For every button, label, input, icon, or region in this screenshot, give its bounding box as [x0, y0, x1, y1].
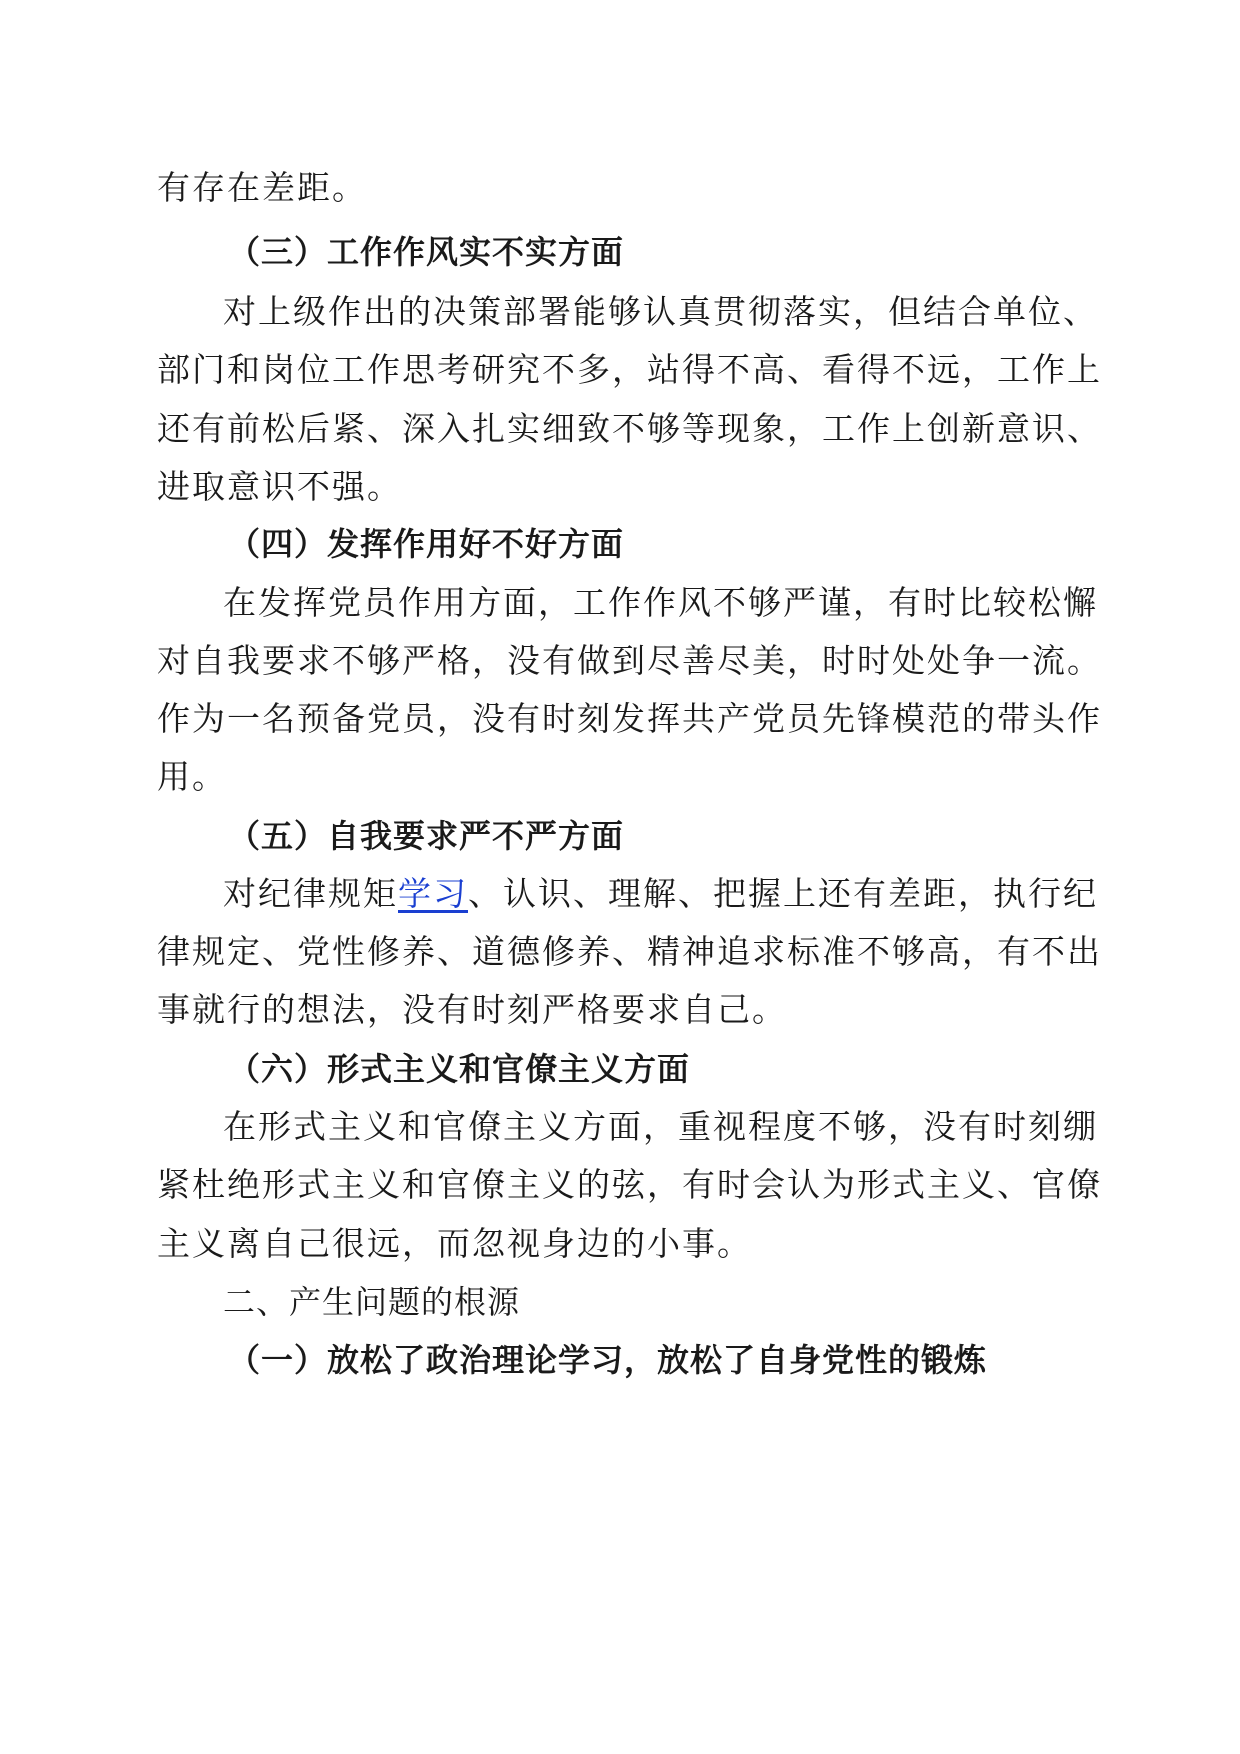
paragraph-line: 作为一名预备党员，没有时刻发挥共产党员先锋模范的带头作: [157, 699, 1102, 738]
paragraph-line: 对自我要求不够严格，没有做到尽善尽美，时时处处争一流。: [157, 641, 1102, 680]
paragraph-line-with-link: [223, 874, 1098, 914]
paragraph-line: 用。: [157, 757, 227, 796]
body-text-line: 有存在差距。: [157, 168, 367, 207]
section-heading-5: （五）自我要求严不严方面: [228, 817, 625, 855]
paragraph-line: 律规定、党性修养、道德修养、精神追求标准不够高，有不出: [157, 932, 1102, 971]
chapter-heading-2: 二、产生问题的根源: [223, 1283, 521, 1321]
paragraph-line: 在形式主义和官僚主义方面，重视程度不够，没有时刻绷: [223, 1107, 1098, 1146]
paragraph-line: 对上级作出的决策部署能够认真贯彻落实，但结合单位、: [223, 292, 1098, 331]
section-heading-4: （四）发挥作用好不好方面: [228, 525, 625, 563]
paragraph-line: 主义离自己很远，而忽视身边的小事。: [157, 1224, 752, 1263]
paragraph-line: 还有前松后紧、深入扎实细致不够等现象，工作上创新意识、: [157, 409, 1102, 448]
paragraph-line: 事就行的想法，没有时刻严格要求自己。: [157, 990, 787, 1029]
text-after-link: 、认识、理解、把握上还有差距，执行纪: [468, 874, 1098, 913]
paragraph-line: 进取意识不强。: [157, 467, 402, 506]
section-heading-6: （六）形式主义和官僚主义方面: [228, 1050, 691, 1088]
study-link[interactable]: 学习: [398, 874, 468, 913]
paragraph-line: 在发挥党员作用方面，工作作风不够严谨，有时比较松懈: [223, 583, 1098, 622]
paragraph-line: 紧杜绝形式主义和官僚主义的弦，有时会认为形式主义、官僚: [157, 1165, 1102, 1204]
text-before-link: 对纪律规矩: [223, 874, 398, 913]
paragraph-line: 部门和岗位工作思考研究不多，站得不高、看得不远，工作上: [157, 350, 1102, 389]
section-heading-3: （三）工作作风实不实方面: [228, 233, 625, 271]
subsection-heading-1: （一）放松了政治理论学习，放松了自身党性的锻炼: [228, 1341, 988, 1379]
